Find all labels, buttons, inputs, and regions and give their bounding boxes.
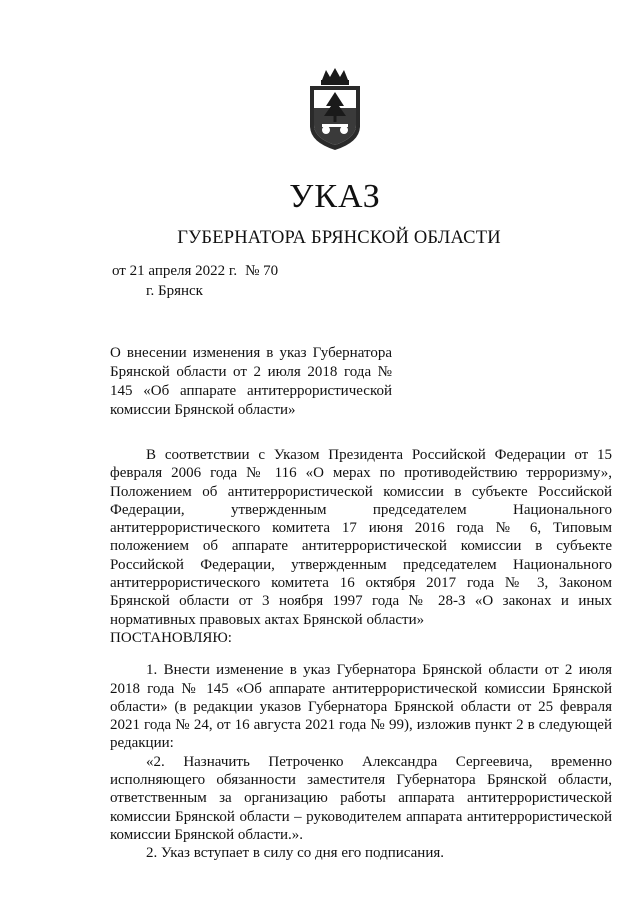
item-1-paragraph: 1. Внести изменение в указ Губернатора Брянской области от 2 июля 2018 года № 145 «Об аппарате антитеррористической комиссии Брянской области» (в редакции указов Губернатора Брянской области от 25 февраля 2021 года № 24, от 16 августа 2021 года № 99), изложив пункт 2 в следующей редакции: (110, 662, 612, 752)
document-title: УКАЗ (289, 178, 381, 215)
coat-of-arms-icon (302, 68, 368, 152)
decree-body (110, 446, 612, 863)
item-1-quote-paragraph: «2. Назначить Петроченко Александра Сергеевича, временно исполняющего обязанности заместителя Губернатора Брянской области, ответственным за организацию работы аппарата антитеррористической комиссии Брянской области – руководителем аппарата антитеррористической комиссии Брянской области.». (110, 753, 612, 843)
decree-word: ПОСТАНОВЛЯЮ: (110, 629, 232, 646)
decree-date: от 21 апреля 2022 г. (112, 263, 238, 279)
item-2-paragraph: 2. Указ вступает в силу со дня его подписания. (146, 845, 444, 862)
preamble-paragraph: В соответствии с Указом Президента Российской Федерации от 15 февраля 2006 года № 116 «О мерах по противодействию терроризму», Положением об антитеррористической комиссии в субъекте Российской Федерации, утвержденным председателем Национального антитеррористического комитета 17 июня 2016 года № 6, Типовым положением об аппарате антитеррористической комиссии в субъекте Российской Федерации, утвержденным председателем Национального антитеррористического комитета 16 октября 2017 года № 3, Законом Брянской области от 3 ноября 1997 года № 28-З «О законах и иных нормативных правовых актах Брянской области» (110, 447, 612, 628)
document-subtitle: ГУБЕРНАТОРА БРЯНСКОЙ ОБЛАСТИ (177, 228, 501, 248)
date-number-line (112, 263, 278, 280)
decree-subject: О внесении изменения в указ Губернатора Брянской области от 2 июля 2018 года № 145 «Об аппарате антитеррористической комиссии Брянской области» (110, 345, 392, 418)
decree-number: № 70 (245, 263, 279, 279)
decree-city: г. Брянск (146, 283, 203, 299)
